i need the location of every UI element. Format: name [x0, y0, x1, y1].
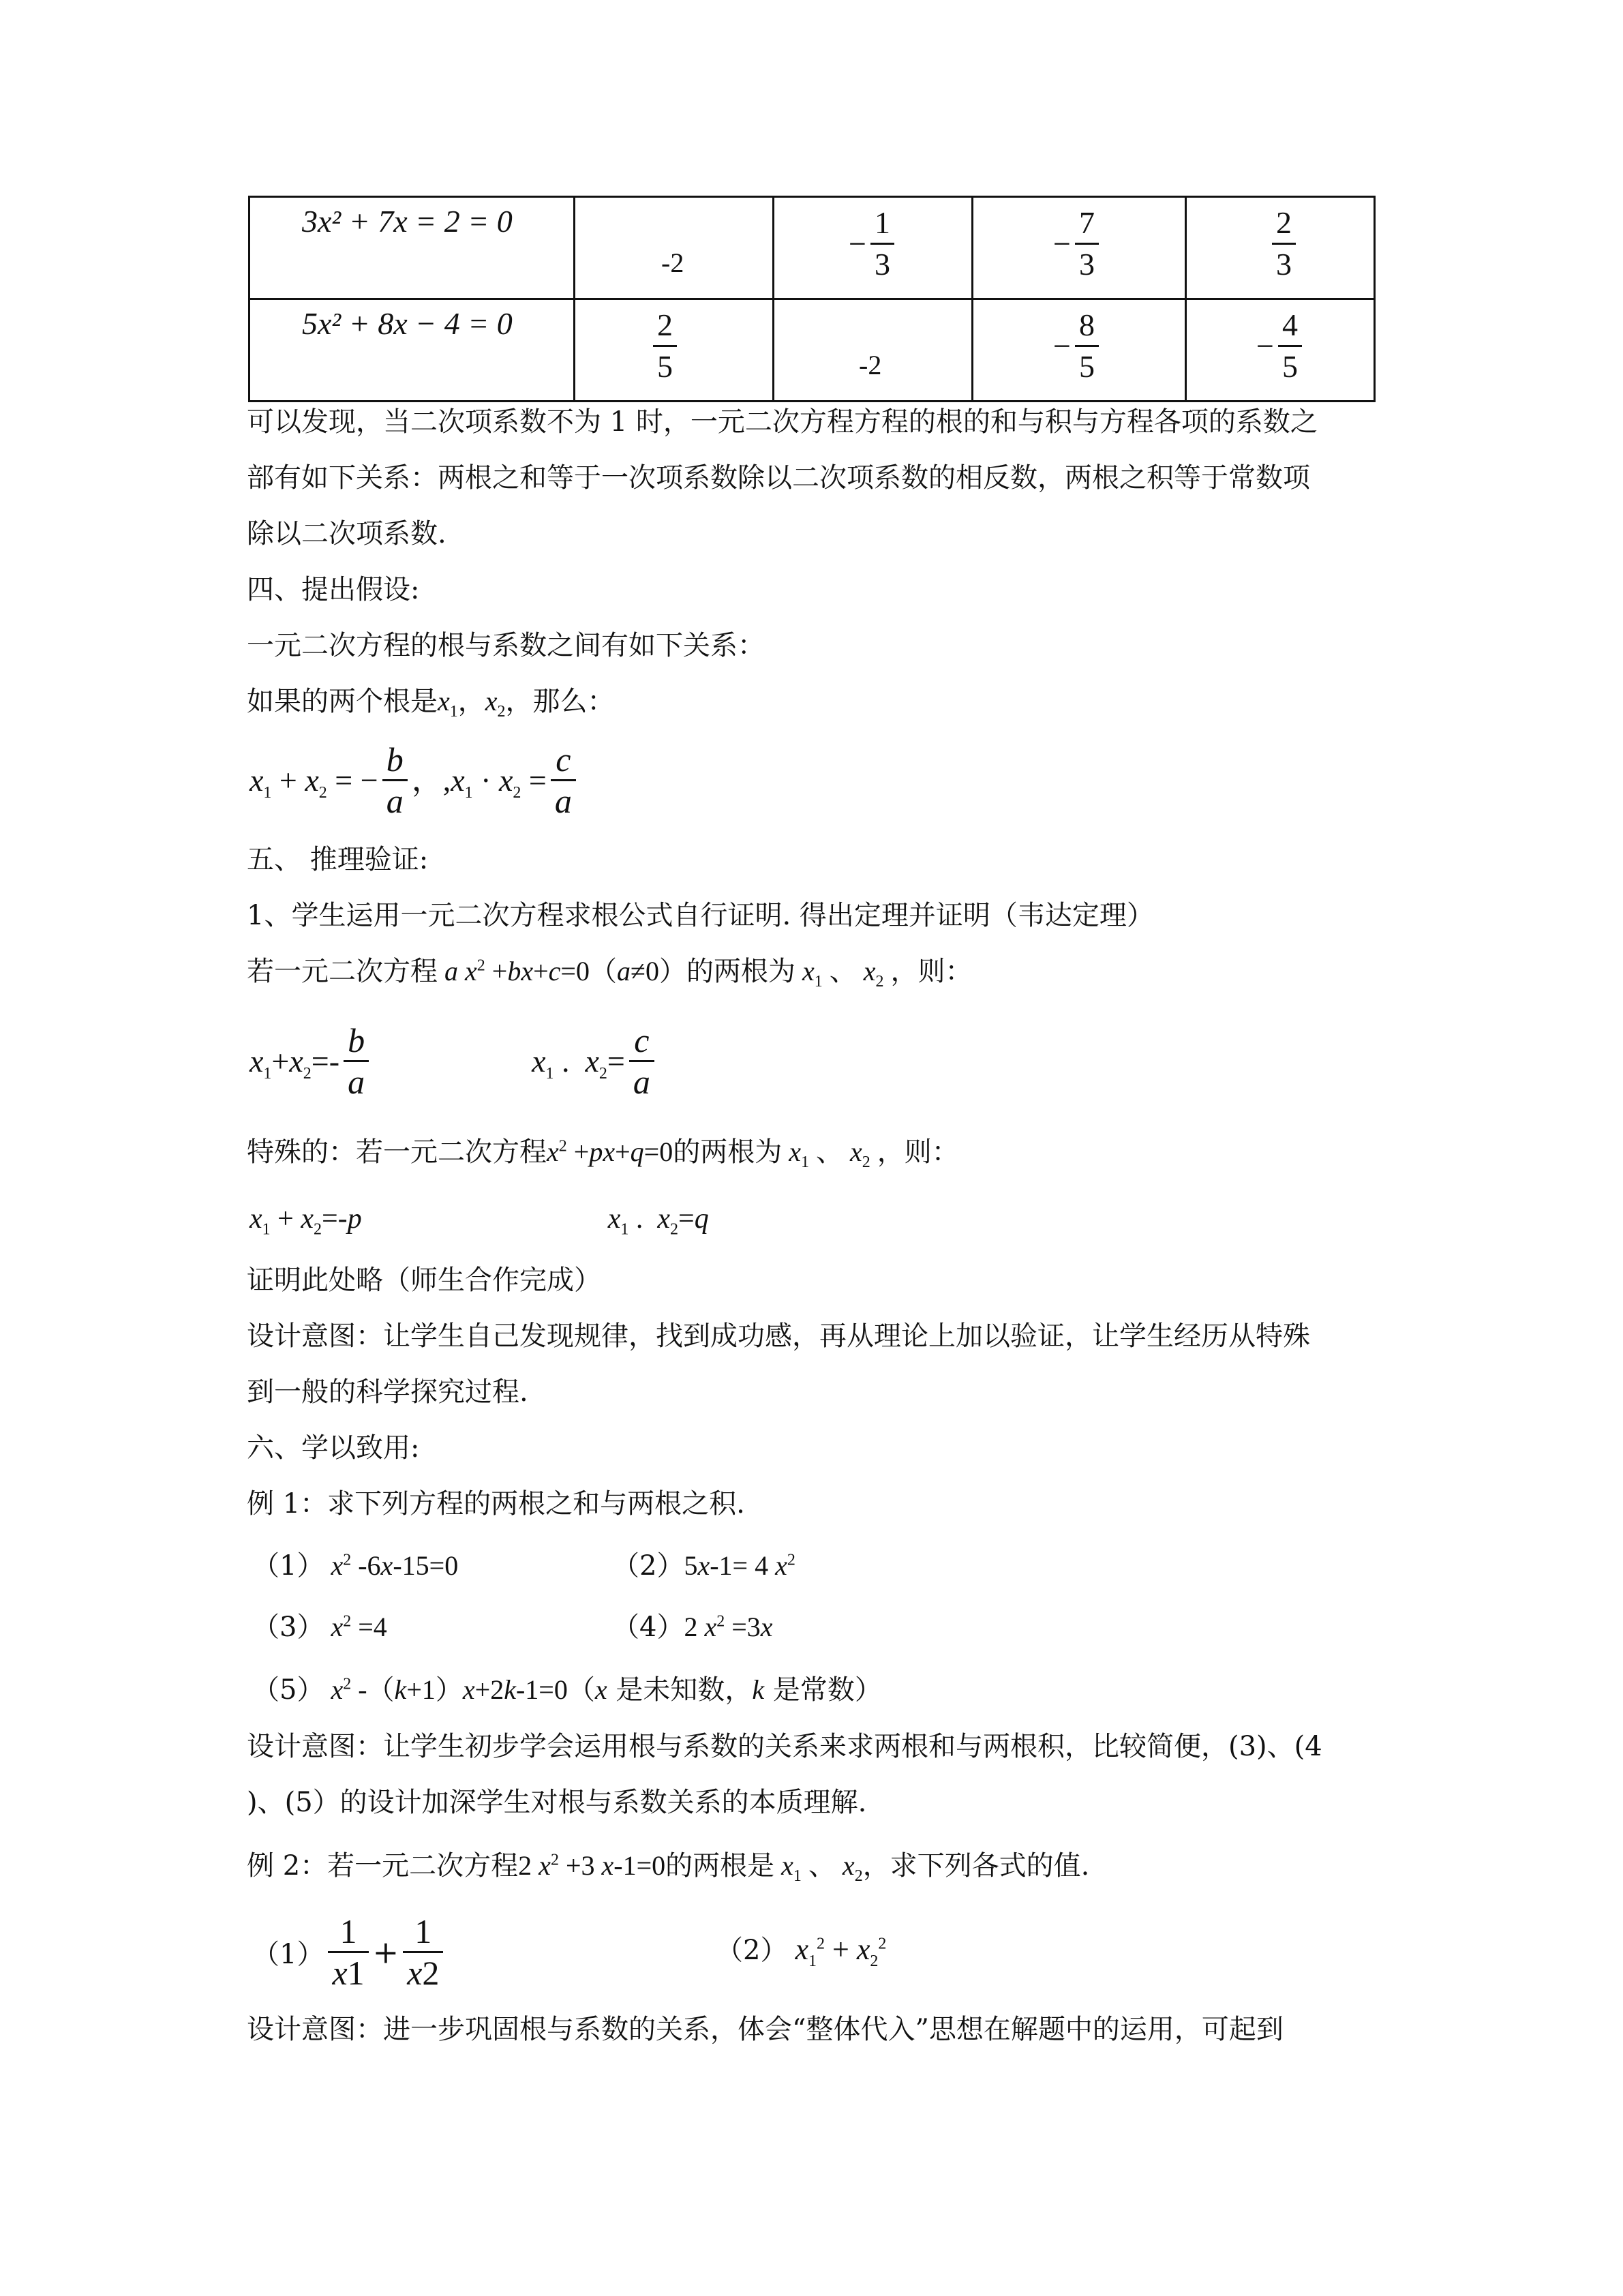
vieta-formula: $x_1 + x_2$ = − $\frac{b}{a}$ ，$,x_1 \cdot x_2$ = $\frac{c}{a}$ [249, 740, 580, 821]
roots-coefficients-table [248, 196, 1376, 402]
minus-sign: − [1053, 226, 1071, 261]
hypothesis-line: 一元二次方程的根与系数之间有如下关系： [247, 630, 765, 661]
hypothesis-text: ，那么： [505, 686, 615, 717]
item-label: （2） [716, 1935, 788, 1966]
special-case-statement [247, 1136, 959, 1171]
exercise-item-1: （1） $x^2$ -6x-15=0 [252, 1550, 459, 1582]
table-cell-fraction [1053, 305, 1103, 387]
roots: $x_1$ 、 $x_2$ [782, 1136, 870, 1171]
design-intent-line: )、(5）的设计加深学生对根与系数关系的本质理解. [247, 1787, 867, 1818]
example-text: 例 2：若一元二次方程 [247, 1850, 519, 1882]
design-intent-line: 设计意图：让学生初步学会运用根与系数的关系来求两根和与两根积，比较简便，(3)、(4 [247, 1731, 1322, 1762]
exercise-item-5: （5） $x^2$ -（k+1）x+2k-1=0（x 是未知数，k 是常数） [252, 1674, 882, 1706]
theorem-text: 的两根为 [686, 956, 795, 987]
paragraph-line: 可以发现，当二次项系数不为 1 时，一元二次方程方程的根的和与积与方程各项的系数之 [247, 406, 1318, 438]
table-cell-equation: 3x² + 7x = 2 = 0 [302, 204, 513, 239]
section-heading-5: 五、 推理验证: [247, 844, 429, 875]
minus-sign: − [849, 226, 866, 261]
table-cell-fraction [649, 305, 681, 387]
example-1-prompt: 例 1：求下列方程的两根之和与两根之积. [247, 1488, 745, 1520]
denominator: 3 [1276, 247, 1292, 282]
denominator: 3 [874, 247, 890, 282]
item-label: （5） [252, 1674, 324, 1706]
general-equation: a $x^2 +bx+c=0(a\ne 0)$ [438, 956, 686, 986]
vieta-special-formula: $x_1 + x_2=-p$ $x_1$ . $x_2=q$ [249, 1203, 709, 1239]
proof-step: 1、学生运用一元二次方程求根公式自行证明. 得出定理并证明（韦达定理） [247, 900, 1154, 931]
item-label: （2） [612, 1550, 684, 1582]
table-cell-equation: 5x² + 8x − 4 = 0 [302, 306, 513, 341]
table-cell-fraction [1053, 203, 1103, 284]
exercise-item-3: （3） $x^2 =4$ [252, 1612, 387, 1643]
numerator: 2 [653, 305, 677, 347]
numerator: 4 [1278, 305, 1302, 347]
denominator: 5 [1078, 349, 1095, 384]
roots: $x_1$ 、 $x_2$ [795, 956, 884, 991]
item-label: （1） [252, 1550, 324, 1582]
hypothesis-roots-line [247, 685, 615, 721]
table-cell-value: -2 [859, 350, 882, 380]
special-text: ，则： [877, 1136, 959, 1168]
item-label: （3） [252, 1612, 324, 1643]
example-text: ，求下列各式的值. [862, 1850, 1090, 1882]
theorem-statement [247, 955, 973, 991]
table-cell-fraction [1256, 305, 1306, 387]
root-x1: $x_1$ [438, 686, 458, 721]
proof-omitted-note: 证明此处略（师生合作完成） [247, 1265, 601, 1296]
special-text: 特殊的：若一元二次方程 [247, 1136, 547, 1168]
denominator: 5 [1281, 349, 1298, 384]
special-text: 的两根为 [673, 1136, 783, 1168]
numerator: 1 [870, 203, 894, 245]
minus-sign: − [1053, 329, 1071, 363]
section-heading-6: 六、学以致用: [247, 1432, 420, 1464]
item-label: （1） [252, 1939, 324, 1970]
root-x2: $x_2$ [485, 686, 506, 721]
exercise-item-2: （2）5x-1= 4 $x^2$ [612, 1550, 795, 1582]
paragraph-line: 除以二次项系数. [247, 518, 446, 549]
example-2-item-1: （1） $\frac{1}{x1}$ + $\frac{1}{x2}$ [252, 1912, 447, 1993]
item-label: （4） [612, 1612, 684, 1643]
table-cell-fraction [1268, 203, 1300, 284]
example-2-prompt: 例 2：若一元二次方程2 $x^2 +3$ x-1=0的两根是 $x_1$ 、 $x_2$，求下列各式的值. [247, 1850, 1090, 1885]
numerator: 8 [1075, 305, 1099, 347]
comma: ， [457, 686, 485, 717]
design-intent-line: 设计意图：让学生自己发现规律，找到成功感，再从理论上加以验证，让学生经历从特殊 [247, 1320, 1310, 1352]
paragraph-line: 部有如下关系：两根之和等于一次项系数除以二次项系数的相反数，两根之积等于常数项 [247, 462, 1310, 494]
design-intent-line: 到一般的科学探究过程. [247, 1376, 528, 1408]
numerator: 2 [1272, 203, 1296, 245]
theorem-text: ，则： [890, 956, 973, 987]
table-divider [250, 298, 1374, 300]
minus-sign: − [1256, 329, 1274, 363]
table-cell-value: -2 [661, 247, 684, 278]
theorem-text: 若一元二次方程 [247, 956, 438, 987]
section-heading-4: 四、提出假设: [247, 574, 420, 605]
denominator: 5 [657, 349, 673, 384]
special-equation: $x^2 +px+q=0$ [547, 1136, 673, 1167]
vieta-general-formula: $x_1+x_2=-$ $\frac{b}{a}$ $x_1$ . $x_2=$ $\frac{c}{a}$ [249, 1021, 658, 1102]
example-text: 的两根是 [665, 1850, 775, 1882]
design-intent-line: 设计意图：进一步巩固根与系数的关系，体会“整体代入”思想在解题中的运用，可起到 [247, 2014, 1284, 2045]
denominator: 3 [1078, 247, 1095, 282]
example-2-item-2: （2） $x_1^2 + x_2^2$ [716, 1933, 887, 1970]
numerator: 7 [1075, 203, 1099, 245]
hypothesis-text: 如果的两个根是 [247, 686, 438, 717]
exercise-item-4: （4）2 $x^2 =3x$ [612, 1612, 773, 1643]
table-cell-fraction [849, 203, 898, 284]
